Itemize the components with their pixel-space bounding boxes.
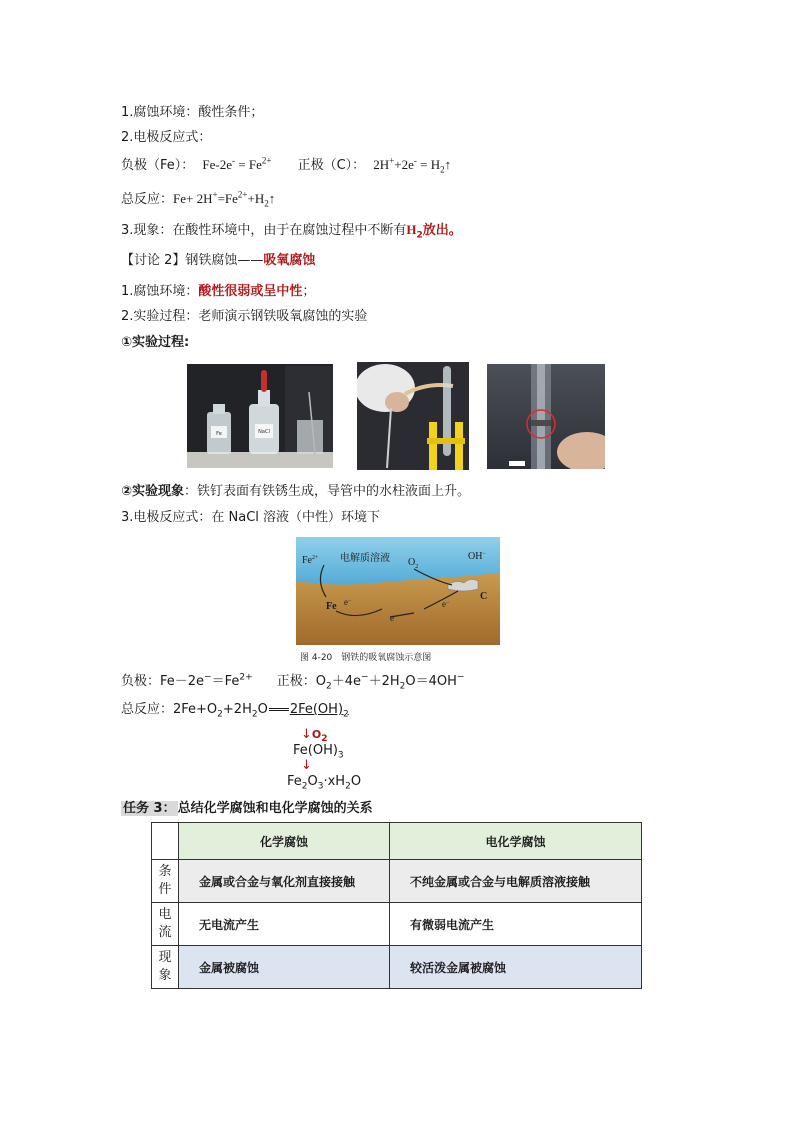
cell-electro-phenomenon: 较活泼金属被腐蚀 xyxy=(390,946,642,989)
cell-chem-current: 无电流产生 xyxy=(179,903,390,946)
diagram-e2: e− xyxy=(390,613,398,623)
total-reaction-acid: 总反应：$Fe+ 2H^+=Fe^{2+}+H_2↑$ xyxy=(121,189,276,209)
cell-chem-condition: 金属或合金与氧化剂直接接触 xyxy=(179,860,390,903)
diagram-c: C xyxy=(480,591,488,602)
phenomenon-line-2: ②实验现象：铁钉表面有铁锈生成，导管中的水柱液面上升。 xyxy=(121,484,471,499)
electrode-title: 2.电极反应式： xyxy=(121,130,212,145)
cell-chem-phenomenon: 金属被腐蚀 xyxy=(179,946,390,989)
experiment-photo-bottles xyxy=(187,364,333,468)
experiment-line: 2.实验过程：老师演示钢铁吸氧腐蚀的实验 xyxy=(121,309,368,324)
environment-line: 1.腐蚀环境：酸性条件； xyxy=(121,105,264,120)
table-row xyxy=(152,946,642,989)
diagram-o2: $O_2$ xyxy=(408,557,419,570)
corrosion-comparison-table xyxy=(151,822,642,989)
electrode-equations: 负极（Fe）： $Fe-2e^- = Fe^{2+}$ 正极（C）： $2H^++2e^- = H_2↑$ xyxy=(121,155,452,175)
task-3-heading: 任务 3： 总结化学腐蚀和电化学腐蚀的关系 xyxy=(123,801,373,816)
row-label-current: 电 流 xyxy=(152,903,179,946)
diagram-oh: OH− xyxy=(468,551,486,562)
experiment-process-label: ①实验过程: xyxy=(121,335,190,350)
experiment-photo-testtube xyxy=(357,362,469,470)
step-o2: $↓O_2$ xyxy=(301,727,328,745)
table-row xyxy=(152,860,642,903)
electrode-equations-neutral: 负极：$Fe-2e^-=Fe^{2+}$ 正极：$O_2+4e^-+2H_2O=4OH^-$ xyxy=(121,672,465,692)
diagram-fe2: $Fe^{2+}$ xyxy=(302,555,319,566)
experiment-photo-closeup xyxy=(487,364,605,469)
diagram-fe: Fe xyxy=(326,601,337,612)
step-feoh3: $Fe(OH)_3$ xyxy=(293,743,344,761)
bottle-label-nacl: NaCl xyxy=(258,429,270,435)
discussion-2-heading: 【讨论 2】钢铁腐蚀——吸氧腐蚀 xyxy=(121,253,316,268)
step-arrow-2: ↓ xyxy=(301,758,312,773)
phenomenon-line: 3.现象：在酸性环境中，由于在腐蚀过程中不断有$H_2$放出。 xyxy=(121,222,462,241)
cell-electro-condition: 不纯金属或合金与电解质溶液接触 xyxy=(390,860,642,903)
cell-electro-current: 有微弱电流产生 xyxy=(390,903,642,946)
diagram-e3: e− xyxy=(442,599,450,609)
bottle-label-fe: Fe xyxy=(216,431,222,437)
oxygen-corrosion-diagram xyxy=(296,537,500,665)
environment-line-2: 1.腐蚀环境：酸性很弱或呈中性； xyxy=(121,284,316,299)
table-corner-cell xyxy=(152,823,179,860)
table-header-row xyxy=(152,823,642,860)
total-reaction-neutral: 总反应：$2Fe+O_2+2H_2O$ $2Fe(OH)_2$ xyxy=(121,702,349,720)
diagram-caption: 图 4-20 钢铁的吸氧腐蚀示意图 xyxy=(300,653,432,663)
diagram-electrolyte: 电解质溶液 xyxy=(340,553,390,564)
row-label-phenomenon: 现 象 xyxy=(152,946,179,989)
header-chemical: 化学腐蚀 xyxy=(179,823,390,860)
diagram-e1: e− xyxy=(344,597,352,607)
table-row xyxy=(152,903,642,946)
header-electrochemical: 电化学腐蚀 xyxy=(390,823,642,860)
row-label-condition: 条 件 xyxy=(152,860,179,903)
neutral-environment-line: 3.电极反应式：在 NaCl 溶液（中性）环境下 xyxy=(121,510,381,525)
step-rust: $Fe_2O_3\cdot xH_2O$ xyxy=(287,774,362,792)
